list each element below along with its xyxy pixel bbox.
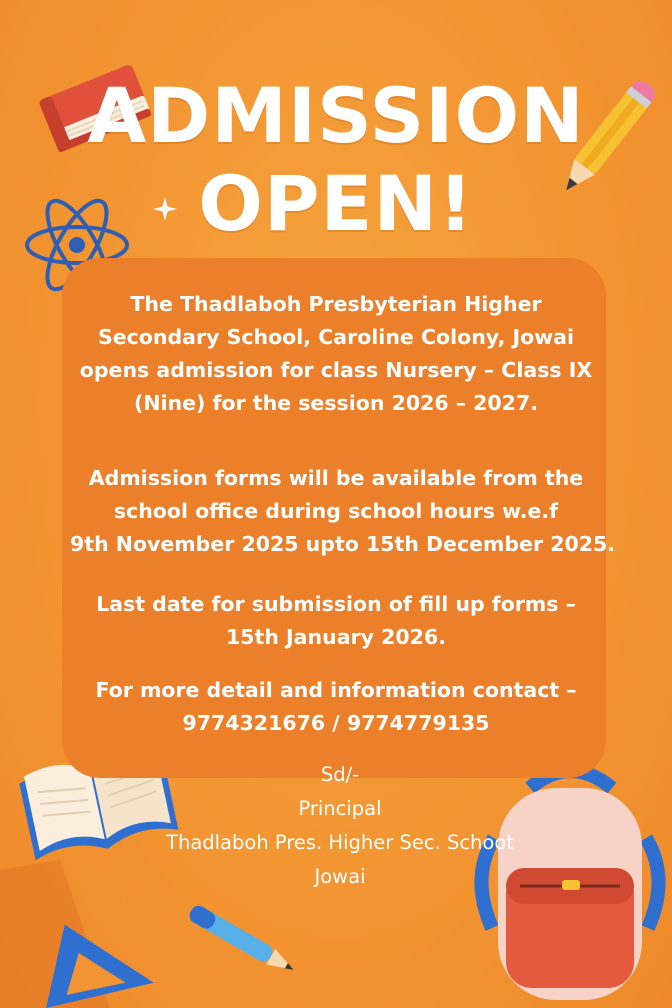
forms-availability [70, 462, 616, 561]
text-line: The Thadlaboh Presbyterian Higher [130, 292, 542, 316]
signature-place: Jowai [314, 865, 366, 888]
text-line: Admission forms will be available from the [88, 466, 584, 490]
school-announcement [70, 288, 602, 420]
contact-info [70, 674, 602, 740]
text-line: 15th January 2026. [226, 625, 446, 649]
contact-numbers: 9774321676 / 9774779135 [182, 711, 490, 735]
text-line: (Nine) for the session 2026 – 2027. [133, 391, 538, 415]
text-line: opens admission for class Nursery – Class IX [79, 358, 593, 382]
title-line-2: OPEN! [198, 159, 474, 248]
text-line: Secondary School, Caroline Colony, Jowai [97, 325, 575, 349]
pen-icon [178, 898, 308, 988]
signature-school: Thadlaboh Pres. Higher Sec. Schoot [166, 831, 514, 854]
signature-sd: Sd/- [320, 763, 360, 786]
signature-role: Principal [298, 797, 382, 820]
text-line: school office during school hours w.e.f [113, 499, 559, 523]
title-line-1: ADMISSION [87, 71, 585, 160]
text-line: Last date for submission of fill up forms – [96, 592, 576, 616]
last-date [70, 588, 602, 654]
text-line: 9th November 2025 upto 15th December 2025. [70, 532, 616, 556]
signature-block [100, 758, 580, 894]
text-line: For more detail and information contact – [95, 678, 577, 702]
